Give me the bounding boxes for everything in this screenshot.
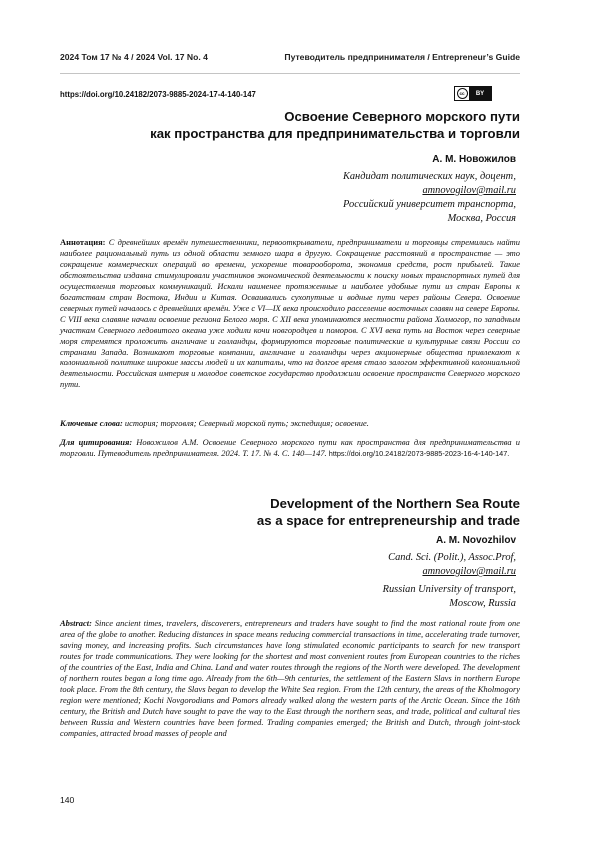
header-issue: 2024 Том 17 № 4 / 2024 Vol. 17 No. 4 (60, 52, 208, 62)
ru-keywords-label: Ключевые слова: (60, 418, 123, 428)
ru-affiliation (216, 170, 516, 226)
en-city: Moscow, Russia (449, 598, 516, 609)
ru-citation (60, 437, 520, 460)
running-header (60, 52, 520, 62)
ru-article-title (80, 108, 520, 142)
ru-university: Российский университет транспорта, (343, 199, 516, 210)
ru-author: А. М. Новожилов (432, 154, 516, 165)
ru-abstract (60, 237, 520, 390)
ru-title-line-1: Освоение Северного морского пути (284, 109, 520, 124)
header-divider (60, 73, 520, 74)
creative-commons-icon: cc (455, 87, 469, 100)
cc-by-license-badge[interactable] (454, 86, 492, 101)
ru-keywords-text: история; торговля; Северный морской путь; экспедиция; освоение. (122, 418, 369, 428)
ru-abstract-label: Аннотация: (60, 237, 106, 247)
en-abstract-text: Since ancient times, travelers, discoverers, entrepreneurs and traders have sought to find the most rational route from one area of the globe to another. Reducing distances in space means reducing commercial transactions in time, accelerating trade turnover, saving money, and increasing profits. Such circumstances have long stimulated economic participants to search for new transport routes for trade communications. They were looking for the shortest and most convenient routes from European countries to the riches of the countries of the East, India and China. Land and water routes through the regions of the North were developed. The development of northern routes began a long time ago. Already from the 6th—9th centuries, the settlement of the Eastern Slavs in northern Europe took place. From the 8th century, the Slavs began to develop the White Sea region. From the 12th century, the areas of the Kholmogory region were mentioned; Kochi Novgorodians and Pomors already walked along the western parts of the Arctic Ocean. Since the 16th century, the British and Dutch have sought to pave the way to the East through the northern seas, and trade, political and cultural ties between Russia and Western countries have been formed. Trading companies emerged; the British and Dutch, through joint-stock companies, attracted broad masses of people and (60, 618, 520, 738)
en-affiliation (216, 551, 516, 611)
ru-title-line-2: как пространства для предпринимательства и торговли (150, 126, 520, 141)
en-degree: Cand. Sci. (Polit.), Assoc.Prof, (388, 552, 516, 563)
en-email-link[interactable]: amnovogilov@mail.ru (422, 566, 516, 577)
ru-city: Москва, Россия (447, 213, 516, 224)
ru-citation-text: Новожилов А.М. Освоение Северного морского пути как пространства для предпринимательства и торговли. Путеводитель предпринимателя. 2024. Т. 17. № 4. С. 140—147. (60, 437, 520, 458)
ru-citation-label: Для цитирования: (60, 437, 133, 447)
ru-email-link[interactable]: amnovogilov@mail.ru (422, 185, 516, 196)
en-abstract (60, 618, 520, 738)
license-by-label: BY (469, 87, 491, 100)
ru-degree: Кандидат политических наук, доцент, (342, 171, 516, 182)
ru-abstract-text: С древнейших времён путешественники, первооткрыватели, предприниматели и торговцы стремились найти наиболее рациональный путь из одной области земного шара в другую. Сокращение расстояний в пространстве — это сокращение коммерческих операций во времени, ускорение товарооборота, экономия средств, рост прибылей. Такие обстоятельства издавна стимулировали участников экономической деятельности к поиску новых транспортных путей для осуществления торговых коммуникаций. Искали наименее протяженные и наиболее удобные пути из стран Европы к богатствам стран Востока, Индии и Китая. Осваивались сухопутные и водные пути через районы Севера. Освоение северных путей началось с древнейших времён. Уже с VI—IX века происходило расселение восточных славян на севере Европы. С VIII века славяне начали освоение региона Белого моря. С XII века упоминаются местности района Холмогор, по западным участкам Северного ледовитого океана уже ходили кочи новгородцев и поморов. С XVI века путь на Восток через северные моря стремятся проложить англичане и голландцы, формируются торговые политические и культурные связи России со странами Запада. Возникают торговые компании, англичане и голландцы через акционерные общества привлекают к колониальной политике широкие массы людей и их капиталы, что на долгое время стало залогом эффективной колониальной деятельности. Российская империя и молодое советское государство продолжили освоение пространств Северного морского пути. (60, 237, 520, 390)
en-abstract-label: Abstract: (60, 618, 92, 628)
en-author: A. M. Novozhilov (436, 535, 516, 546)
en-title-line-1: Development of the Northern Sea Route (270, 496, 520, 511)
en-university: Russian University of transport, (382, 584, 516, 595)
header-journal: Путеводитель предпринимателя / Entrepreneur’s Guide (284, 52, 520, 62)
en-title-line-2: as a space for entrepreneurship and trade (256, 513, 520, 528)
doi-link[interactable]: https://doi.org/10.24182/2073-9885-2024-17-4-140-147 (60, 90, 256, 99)
ru-citation-doi-link[interactable]: https://doi.org/10.24182/2073-9885-2023-16-4-140-147. (328, 448, 510, 458)
en-article-title (80, 495, 520, 529)
ru-keywords (60, 418, 520, 429)
page-number: 140 (60, 795, 75, 805)
